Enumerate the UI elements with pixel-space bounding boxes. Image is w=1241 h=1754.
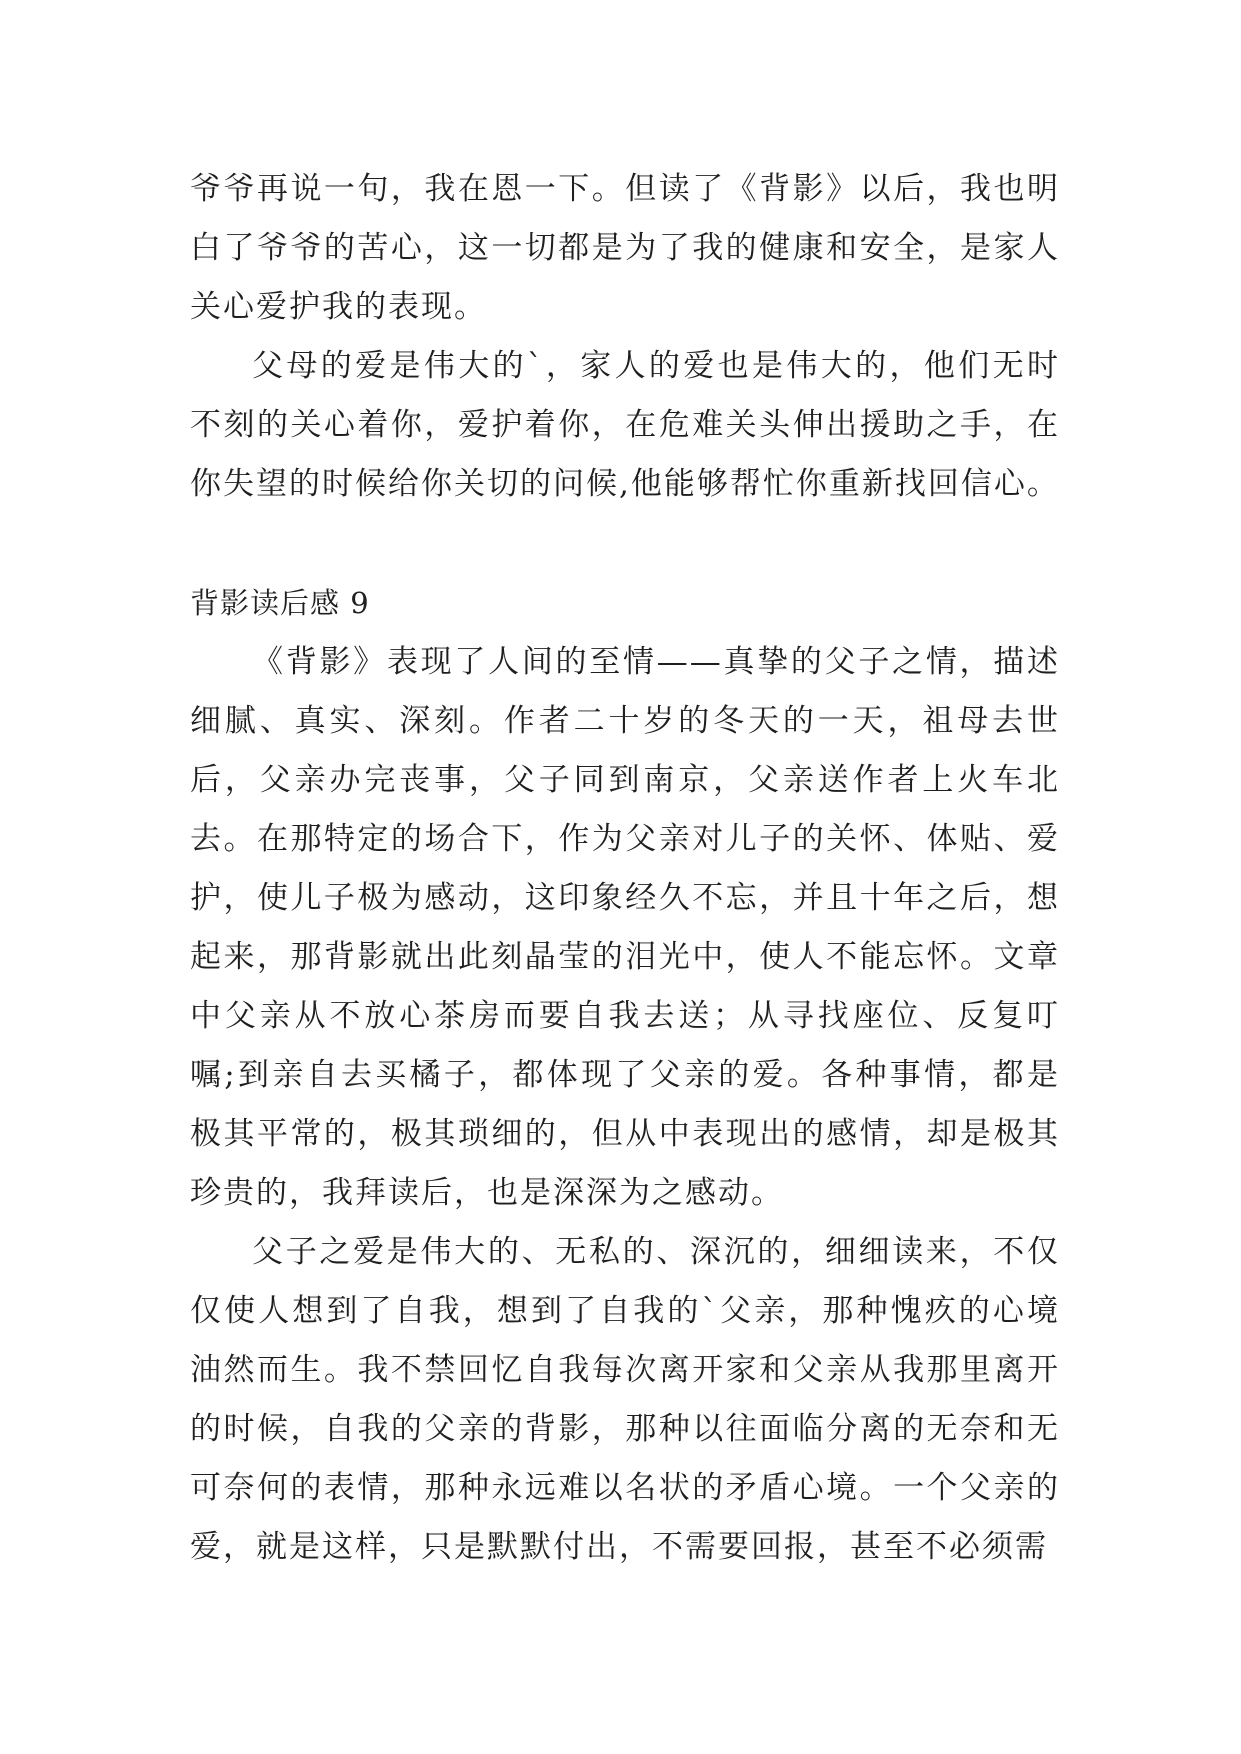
section-heading: 背影读后感 9 <box>190 586 370 620</box>
paragraph-continued: 爷爷再说一句，我在恩一下。但读了《背影》以后，我也明白了爷爷的苦心，这一切都是为了我的健康和安全，是家人关心爱护我的表现。 <box>190 171 1060 325</box>
paragraph-family-love: 父母的爱是伟大的`，家人的爱也是伟大的，他们无时不刻的关心着你，爱护着你，在危难关头伸出援助之手，在你失望的时候给你关切的问候,他能够帮忙你重新找回信心。 <box>190 348 1060 502</box>
section-gap <box>190 514 1060 574</box>
document-body <box>190 160 1060 1577</box>
paragraph-reflection: 父子之爱是伟大的、无私的、深沉的，细细读来，不仅仅使人想到了自我，想到了自我的`父亲，那种愧疚的心境油然而生。我不禁回忆自我每次离开家和父亲从我那里离开的时候，自我的父亲的背影，那种以往面临分离的无奈和无可奈何的表情，那种永远难以名状的矛盾心境。一个父亲的爱，就是这样，只是默默付出，不需要回报，甚至不必须需 <box>190 1234 1060 1565</box>
paragraph-summary: 《背影》表现了人间的至情——真挚的父子之情，描述细腻、真实、深刻。作者二十岁的冬天的一天，祖母去世后，父亲办完丧事，父子同到南京，父亲送作者上火车北去。在那特定的场合下，作为父亲对儿子的关怀、体贴、爱护，使儿子极为感动，这印象经久不忘，并且十年之后，想起来，那背影就出此刻晶莹的泪光中，使人不能忘怀。文章中父亲从不放心茶房而要自我去送；从寻找座位、反复叮嘱;到亲自去买橘子，都体现了父亲的爱。各种事情，都是极其平常的，极其琐细的，但从中表现出的感情，却是极其珍贵的，我拜读后，也是深深为之感动。 <box>190 644 1060 1211</box>
